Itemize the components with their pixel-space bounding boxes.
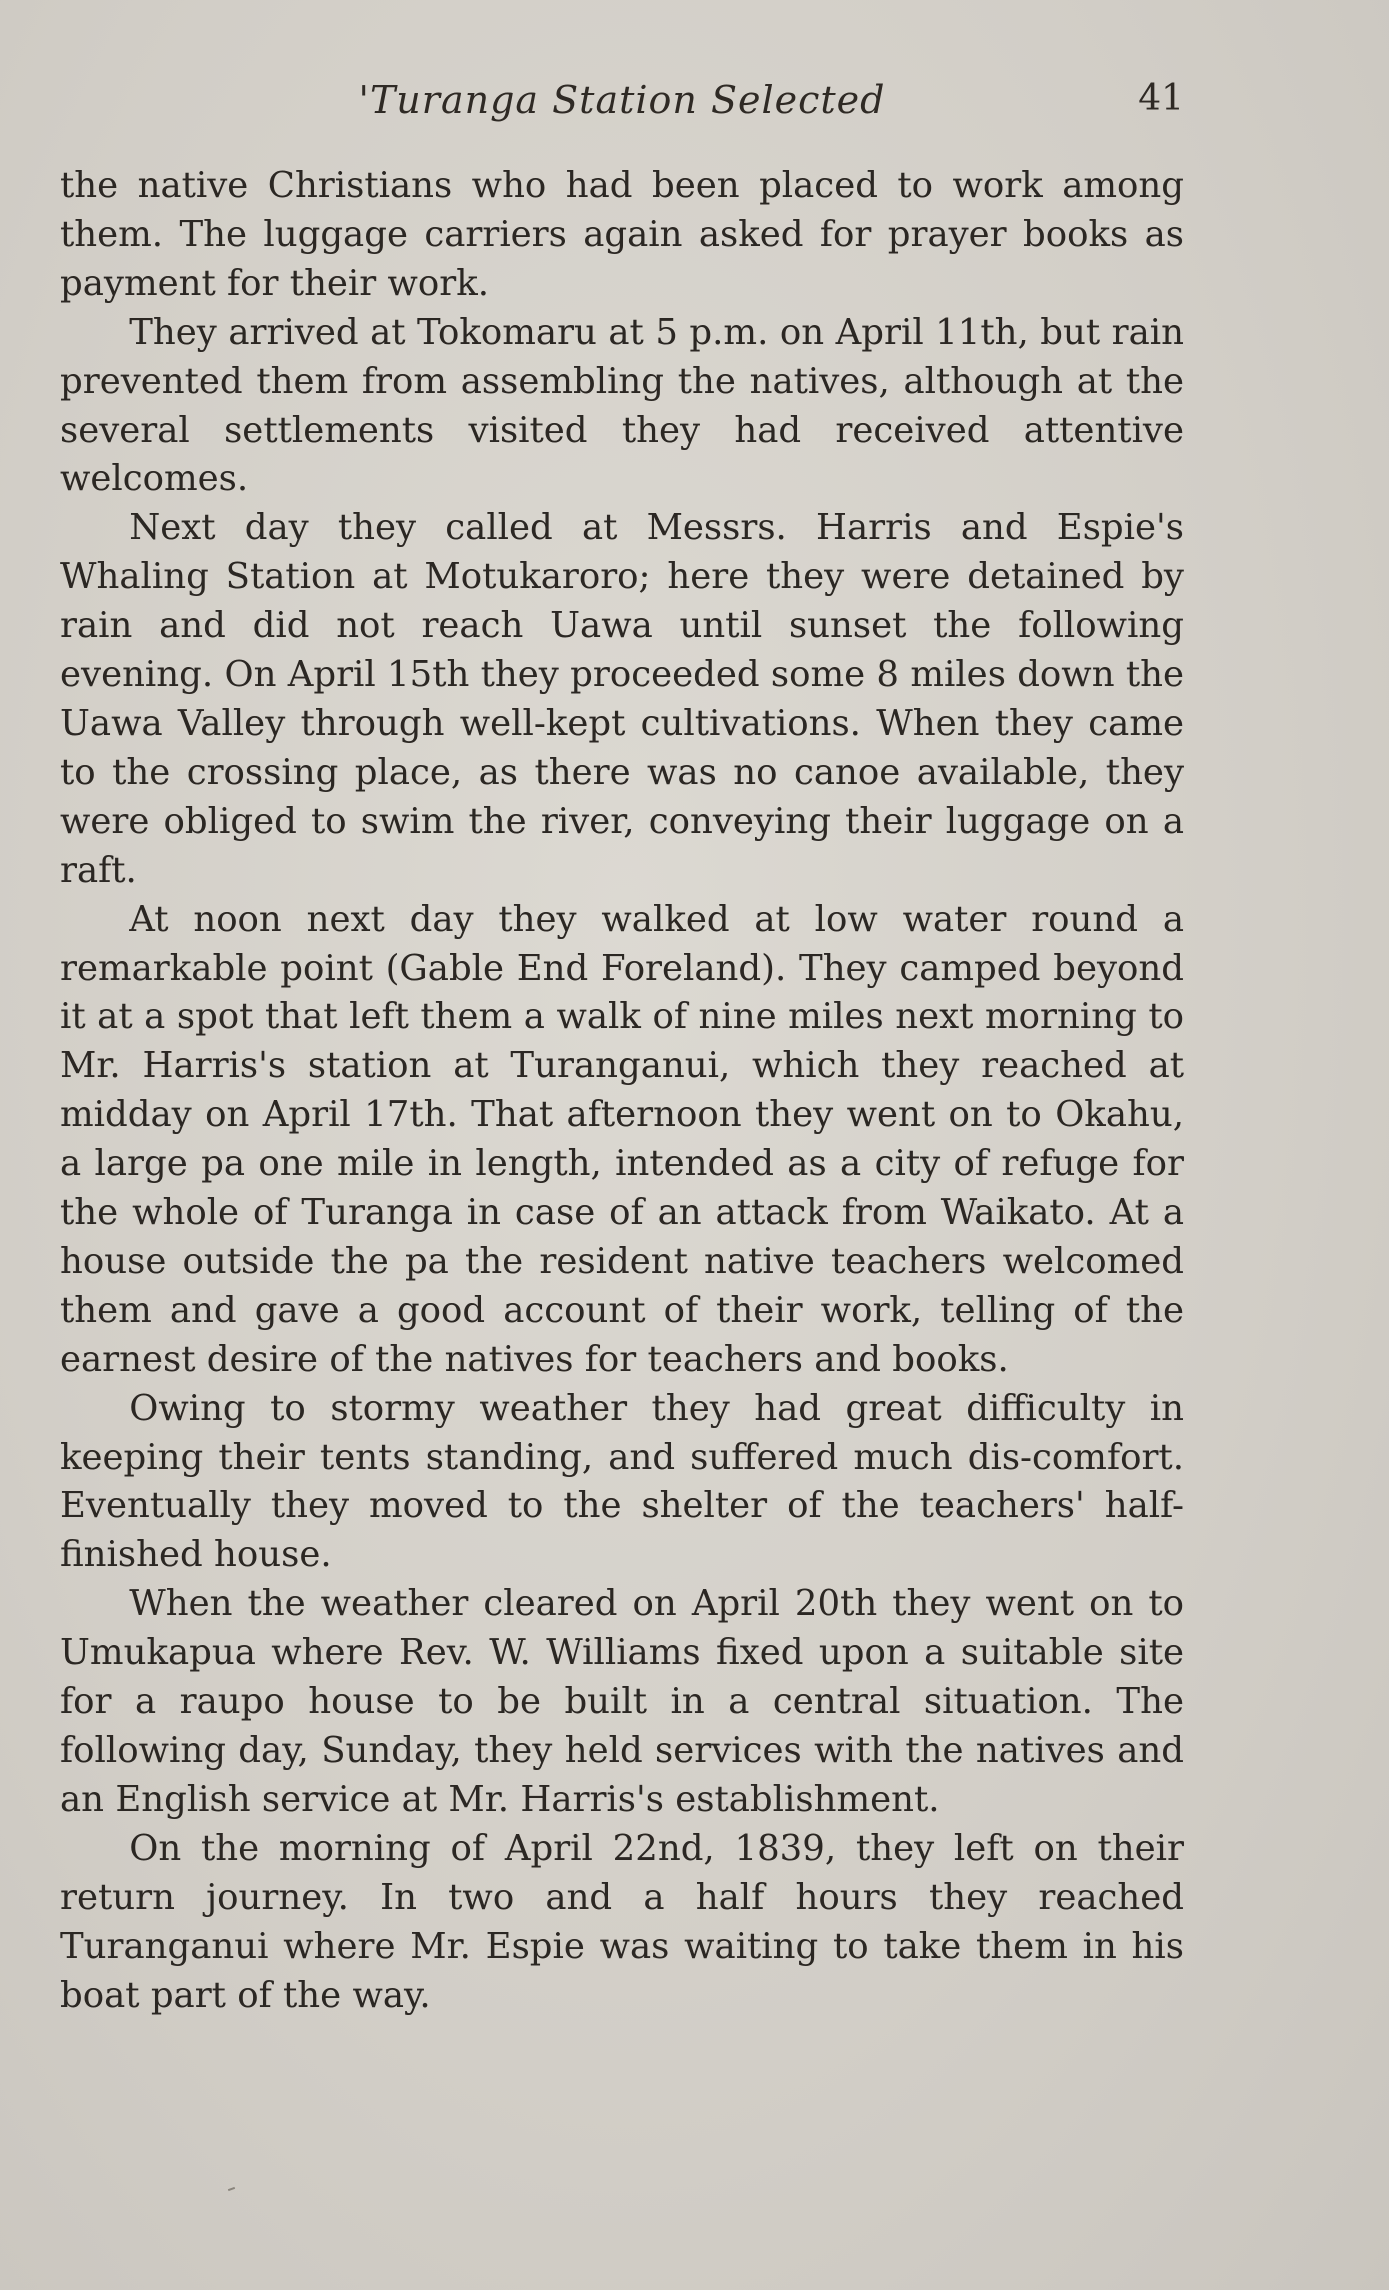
paragraph-motukaroro: Next day they called at Messrs. Harris and Espie's Whaling Station at Motukaroro; here they were detained by rain and did not reach Uawa until sunset the following evening. On April 15th they proceeded some 8 miles down the Uawa Valley through well-kept cultivations. When they came to the crossing place, as there was no canoe available, they were obliged to swim the river, conveying their luggage on a raft. (60, 507, 1184, 891)
paragraph-tokomaru: They arrived at Tokomaru at 5 p.m. on April 11th, but rain prevented them from assembling the natives, although at the several settlements visited they had received attentive welcomes. (60, 311, 1184, 500)
paragraph-stormy-weather: Owing to stormy weather they had great difficulty in keeping their tents standing, and suffered much dis-comfort. Eventually they moved to the shelter of the teachers' half-finished house. (60, 1387, 1184, 1576)
paper-fleck (228, 2187, 235, 2191)
page-number: 41 (1138, 78, 1184, 119)
paragraph-gable-end: At noon next day they walked at low water round a remarkable point (Gable End Foreland). They camped beyond it at a spot that left them a walk of nine miles next morning to Mr. Harris's station at Turanganui, which they reached at midday on April 17th. That afternoon they went on to Okahu, a large pa one mile in length, intended as a city of refuge for the whole of Turanga in case of an attack from Waikato. At a house outside the pa the resident native teachers welcomed them and gave a good account of their work, telling of the earnest desire of the natives for teachers and books. (60, 898, 1184, 1380)
body-text (60, 162, 1184, 2020)
paragraph-continued: the native Christians who had been placed to work among them. The luggage carriers again asked for prayer books as payment for their work. (60, 165, 1184, 304)
running-title: 'Turanga Station Selected (358, 78, 886, 122)
running-head (60, 78, 1184, 132)
paragraph-umukapua: When the weather cleared on April 20th they went on to Umukapua where Rev. W. Williams fixed upon a suitable site for a raupo house to be built in a central situation. The following day, Sunday, they held services with the natives and an English service at Mr. Harris's establishment. (60, 1583, 1184, 1820)
paragraph-return-journey: On the morning of April 22nd, 1839, they left on their return journey. In two and a half hours they reached Turanganui where Mr. Espie was waiting to take them in his boat part of the way. (60, 1827, 1184, 2016)
